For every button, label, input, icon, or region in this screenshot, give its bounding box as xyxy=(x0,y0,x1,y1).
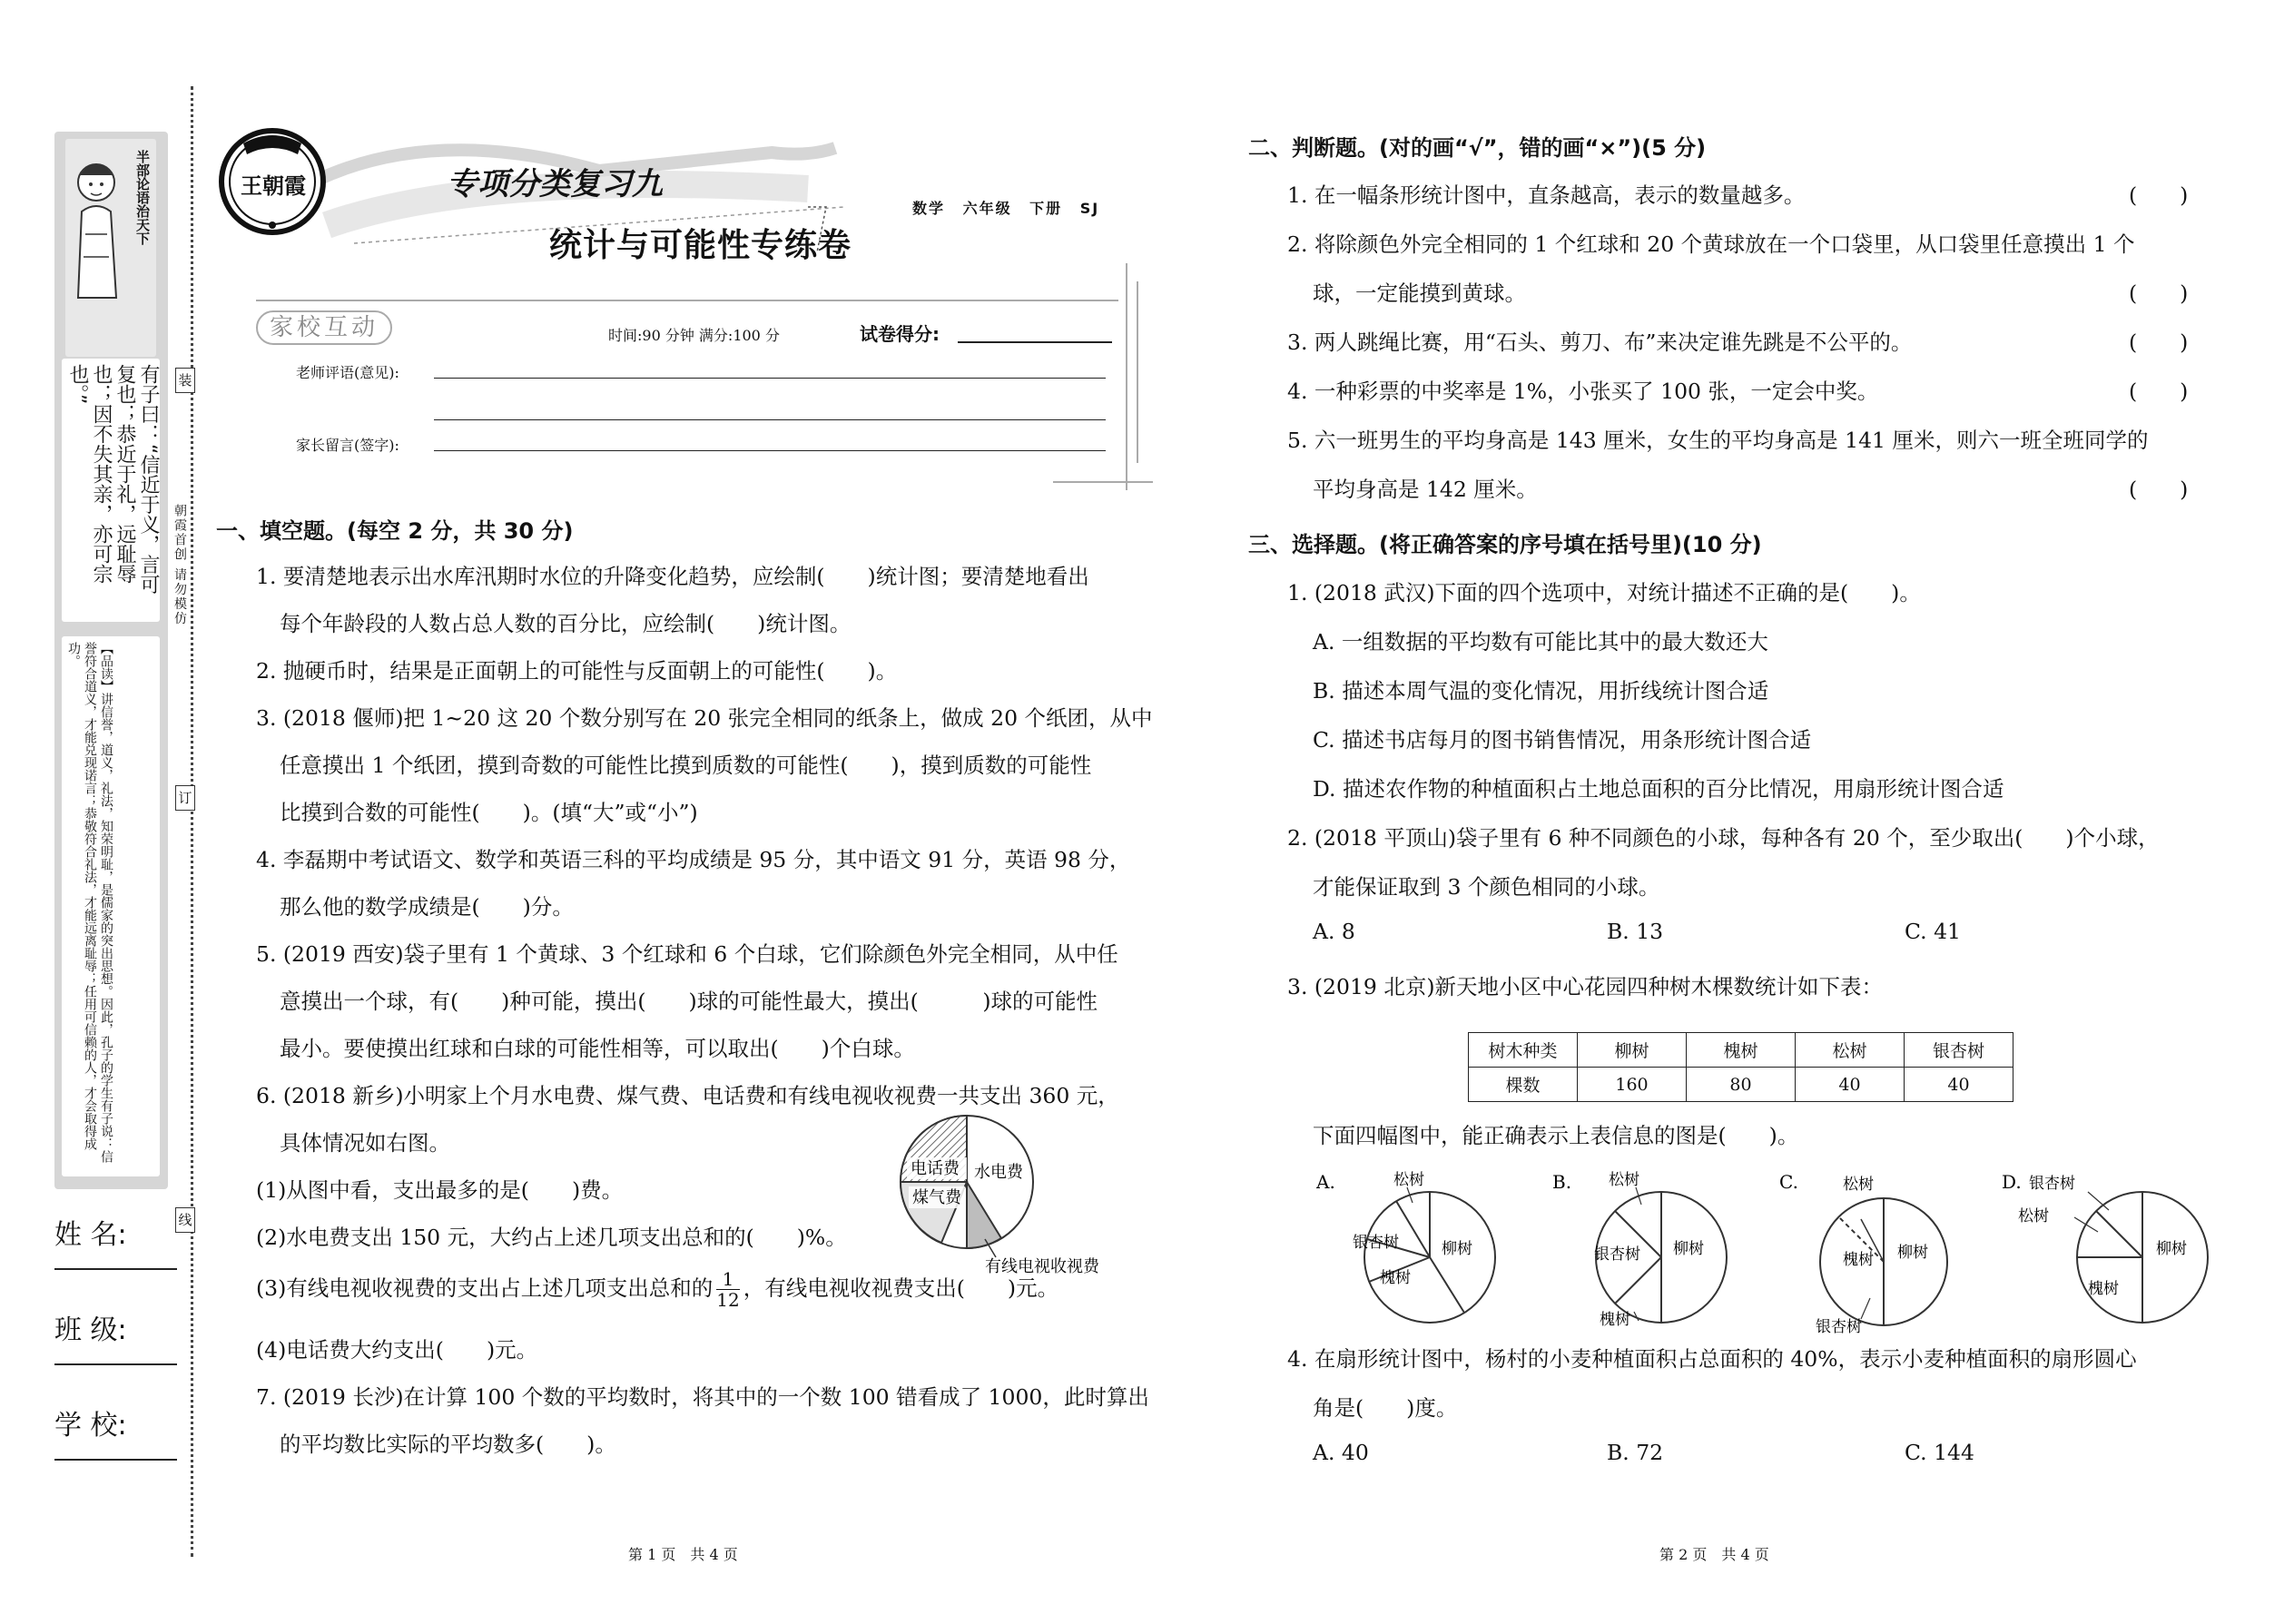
school-field[interactable]: 学 校: xyxy=(54,1403,177,1442)
section-1-heading: 一、填空题。(每空 2 分，共 30 分) xyxy=(216,518,574,544)
q3-3: 3. (2019 北京)新天地小区中心花园四种树木棵数统计如下表： xyxy=(1287,974,1884,999)
table-row xyxy=(1469,1068,2013,1102)
q3-1-option-d: D. 描述农作物的种植面积占土地总面积的百分比情况，用扇形统计图合适 xyxy=(1313,776,2004,802)
svg-text:槐树: 槐树 xyxy=(1600,1311,1630,1329)
table-cell: 40 xyxy=(1905,1068,2013,1102)
page-number-1: 第 1 页 共 4 页 xyxy=(628,1546,738,1563)
svg-text:银杏树: 银杏树 xyxy=(1816,1318,1862,1334)
table-cell: 160 xyxy=(1578,1068,1687,1102)
option-chart-c xyxy=(1779,1166,1961,1334)
q3-4-option-a: A. 40 xyxy=(1313,1440,1369,1465)
brand-logo xyxy=(216,118,334,245)
quote-panel xyxy=(54,132,168,1189)
table-cell: 棵数 xyxy=(1469,1068,1578,1102)
q1-2: 2. 抛硬币时，结果是正面朝上的可能性与反面朝上的可能性( )。 xyxy=(256,658,898,684)
option-chart-b xyxy=(1552,1166,1734,1330)
q1-3: 3. (2018 偃师)把 1~20 这 20 个数分别写在 20 张完全相同的纸条上，做成 20 个纸团，从中 xyxy=(256,705,1153,731)
q2-2b: 球，一定能摸到黄球。 xyxy=(1313,281,1526,306)
q1-6b: 具体情况如右图。 xyxy=(280,1130,450,1156)
q3-1-option-c: C. 描述书店每月的图书销售情况，用条形统计图合适 xyxy=(1313,727,1812,753)
table-header-cell: 松树 xyxy=(1796,1033,1905,1068)
copyright-note: 朝霞首创 请勿模仿 xyxy=(172,504,187,626)
q3-2-option-a: A. 8 xyxy=(1313,919,1355,944)
svg-text:银杏树: 银杏树 xyxy=(2029,1175,2075,1193)
option-chart-d xyxy=(2002,1166,2210,1330)
answer-box-2-1[interactable]: ( ) xyxy=(2129,182,2189,208)
svg-text:柳树: 柳树 xyxy=(1897,1244,1928,1262)
pie-label-phone: 电话费 xyxy=(911,1159,960,1178)
svg-text:槐树: 槐树 xyxy=(1843,1251,1874,1269)
subject-grade: 数学 六年级 下册 SJ xyxy=(912,200,1100,217)
q1-3b: 任意摸出 1 个纸团，摸到奇数的可能性比摸到质数的可能性( )，摸到质数的可能性 xyxy=(280,753,1092,778)
table-header-cell: 柳树 xyxy=(1578,1033,1687,1068)
binding-strip xyxy=(0,0,195,1624)
svg-text:银杏树: 银杏树 xyxy=(1353,1234,1399,1252)
section-2-heading: 二、判断题。(对的画“√”，错的画“×”)(5 分) xyxy=(1248,135,1707,161)
score-field[interactable] xyxy=(958,341,1112,343)
q1-4: 4. 李磊期中考试语文、数学和英语三科的平均成绩是 95 分，其中语文 91 分，英语 98 分， xyxy=(256,847,1131,872)
q1-5b: 意摸出一个球，有( )种可能，摸出( )球的可能性最大，摸出( )球的可能性 xyxy=(280,989,1098,1014)
q1-6-2: (2)水电费支出 150 元，大约占上述几项支出总和的( )%。 xyxy=(256,1225,847,1250)
exam-info: 时间:90 分钟 满分:100 分 xyxy=(608,327,780,344)
pie-label-cable: 有线电视收视费 xyxy=(985,1257,1099,1275)
scholar-illustration xyxy=(69,148,122,302)
svg-text:松树: 松树 xyxy=(1609,1171,1639,1189)
table-header-cell: 树木种类 xyxy=(1469,1033,1578,1068)
table-header-cell: 银杏树 xyxy=(1905,1033,2013,1068)
table-cell: 40 xyxy=(1796,1068,1905,1102)
quote-commentary: 【品读】讲信誉，道义，礼法，知荣明耻，是儒家的突出思想。因此，孔子的学生有子说：信誉符合道义，才能兑现诺言；恭敬符合礼法，才能远离耻辱；任用可信赖的人，才会取得成功。 xyxy=(62,636,160,1176)
q3-1: 1. (2018 武汉)下面的四个选项中，对统计描述不正确的是( )。 xyxy=(1287,580,1921,605)
q3-2: 2. (2018 平顶山)袋子里有 6 种不同颜色的小球，每种各有 20 个，至少取出( )个小球， xyxy=(1287,825,2160,851)
q1-7b: 的平均数比实际的平均数多( )。 xyxy=(280,1432,616,1457)
table-cell: 80 xyxy=(1687,1068,1796,1102)
score-label: 试卷得分: xyxy=(860,323,940,345)
q1-5: 5. (2019 西安)袋子里有 1 个黄球、3 个红球和 6 个白球，它们除颜色外完全相同，从中任 xyxy=(256,941,1118,967)
svg-text:槐树: 槐树 xyxy=(2088,1280,2119,1298)
parent-comment-label: 家长留言(签字): xyxy=(296,437,399,454)
class-field[interactable]: 班 级: xyxy=(54,1307,177,1347)
q1-6-4: (4)电话费大约支出( )元。 xyxy=(256,1337,538,1363)
svg-text:柳树: 柳树 xyxy=(2156,1240,2187,1258)
table-header-row xyxy=(1469,1033,2013,1068)
q3-2-option-b: B. 13 xyxy=(1607,919,1664,944)
seal-ding: 订 xyxy=(175,785,195,811)
q2-1: 1. 在一幅条形统计图中，直条越高，表示的数量越多。 xyxy=(1287,182,1806,208)
parent-comment-field[interactable] xyxy=(434,450,1106,451)
answer-box-2-5[interactable]: ( ) xyxy=(2129,477,2189,502)
q3-3b: 下面四幅图中，能正确表示上表信息的图是( )。 xyxy=(1313,1123,1799,1148)
teacher-comment-field-2[interactable] xyxy=(434,419,1106,420)
q3-1-option-a: A. 一组数据的平均数有可能比其中的最大数还大 xyxy=(1313,629,1768,655)
q1-1b: 每个年龄段的人数占总人数的百分比，应绘制( )统计图。 xyxy=(280,611,852,636)
q2-5: 5. 六一班男生的平均身高是 143 厘米，女生的平均身高是 141 厘米，则六一班全班同学的 xyxy=(1287,428,2149,453)
q2-3: 3. 两人跳绳比赛，用“石头、剪刀、布”来决定谁先跳是不公平的。 xyxy=(1287,330,1913,355)
name-field[interactable]: 姓 名: xyxy=(54,1212,177,1252)
page-title: 统计与可能性专练卷 xyxy=(549,227,852,264)
chart-d-letter: D. xyxy=(2002,1171,2022,1193)
teacher-comment-field[interactable] xyxy=(434,378,1106,379)
quote-header xyxy=(65,139,156,357)
q1-7: 7. (2019 长沙)在计算 100 个数的平均数时，将其中的一个数 100 错看成了 1000，此时算出 xyxy=(256,1384,1149,1410)
q1-6: 6. (2018 新乡)小明家上个月水电费、煤气费、电话费和有线电视收视费一共支出 360 元， xyxy=(256,1083,1119,1108)
q3-4: 4. 在扇形统计图中，杨村的小麦种植面积占总面积的 40%，表示小麦种植面积的扇形圆心 xyxy=(1287,1346,2137,1372)
answer-box-2-3[interactable]: ( ) xyxy=(2129,330,2189,355)
svg-text:松树: 松树 xyxy=(2018,1207,2049,1225)
chart-b-letter: B. xyxy=(1552,1171,1572,1193)
expense-pie-chart xyxy=(894,1112,1176,1275)
svg-text:槐树: 槐树 xyxy=(1380,1269,1411,1287)
teacher-comment-label: 老师评语(意见): xyxy=(296,364,399,381)
q2-4: 4. 一种彩票的中奖率是 1%，小张买了 100 张，一定会中奖。 xyxy=(1287,379,1879,404)
option-chart-a xyxy=(1316,1166,1498,1330)
svg-text:柳树: 柳树 xyxy=(1673,1240,1704,1258)
seal-zhuang: 装 xyxy=(175,368,195,393)
answer-box-2-4[interactable]: ( ) xyxy=(2129,379,2189,404)
q3-1-option-b: B. 描述本周气温的变化情况，用折线统计图合适 xyxy=(1313,678,1769,704)
motto-text: 半部论语治天下 xyxy=(134,150,151,245)
table-header-cell: 槐树 xyxy=(1687,1033,1796,1068)
q1-3c: 比摸到合数的可能性( )。(填“大”或“小”) xyxy=(280,800,698,825)
q2-5b: 平均身高是 142 厘米。 xyxy=(1313,477,1538,502)
chart-c-letter: C. xyxy=(1779,1171,1798,1193)
pie-label-gas: 煤气费 xyxy=(912,1188,961,1207)
cut-line xyxy=(191,86,193,1557)
q3-4-option-b: B. 72 xyxy=(1607,1440,1664,1465)
fraction-1-12: $\frac{1}{12}$ xyxy=(716,1268,740,1311)
svg-text:松树: 松树 xyxy=(1393,1171,1424,1189)
quote-text: 有子曰：“信近于义，言可复也；恭近于礼，远耻辱也；因不失其亲，亦可宗也。” xyxy=(62,359,160,622)
answer-box-2-2[interactable]: ( ) xyxy=(2129,281,2189,306)
pie-label-water: 水电费 xyxy=(974,1163,1023,1182)
q1-1: 1. 要清楚地表示出水库汛期时水位的升降变化趋势，应绘制( )统计图；要清楚地看出 xyxy=(256,564,1089,589)
q1-6-1: (1)从图中看，支出最多的是( )费。 xyxy=(256,1177,624,1203)
seal-xian: 线 xyxy=(175,1207,195,1233)
q3-4-option-c: C. 144 xyxy=(1905,1440,1974,1465)
q3-2-option-c: C. 41 xyxy=(1905,919,1961,944)
q1-6-3: (3)有线电视收视费的支出占上述几项支出总和的 $\frac{1}{12}$ ，有线电视收视费支出( )元。 xyxy=(256,1268,1059,1311)
series-title: 专项分类复习九 xyxy=(447,166,663,202)
svg-text:柳树: 柳树 xyxy=(1442,1240,1472,1258)
svg-text:松树: 松树 xyxy=(1843,1176,1874,1194)
chart-a-letter: A. xyxy=(1316,1171,1335,1193)
section-3-heading: 三、选择题。(将正确答案的序号填在括号里)(10 分) xyxy=(1248,532,1762,557)
q3-2b: 才能保证取到 3 个颜色相同的小球。 xyxy=(1313,874,1660,900)
tree-count-table xyxy=(1468,1032,2013,1102)
logo-text: 王朝霞 xyxy=(241,173,306,199)
q3-4b: 角是( )度。 xyxy=(1313,1395,1458,1421)
q1-4b: 那么他的数学成绩是( )分。 xyxy=(280,894,574,920)
page-number-2: 第 2 页 共 4 页 xyxy=(1659,1546,1769,1563)
svg-text:银杏树: 银杏树 xyxy=(1594,1245,1640,1264)
q1-5c: 最小。要使摸出红球和白球的可能性相等，可以取出( )个白球。 xyxy=(280,1036,915,1061)
q2-2: 2. 将除颜色外完全相同的 1 个红球和 20 个黄球放在一个口袋里，从口袋里任意摸出 1 个 xyxy=(1287,231,2135,257)
home-school-badge: 家校互动 xyxy=(256,310,392,345)
